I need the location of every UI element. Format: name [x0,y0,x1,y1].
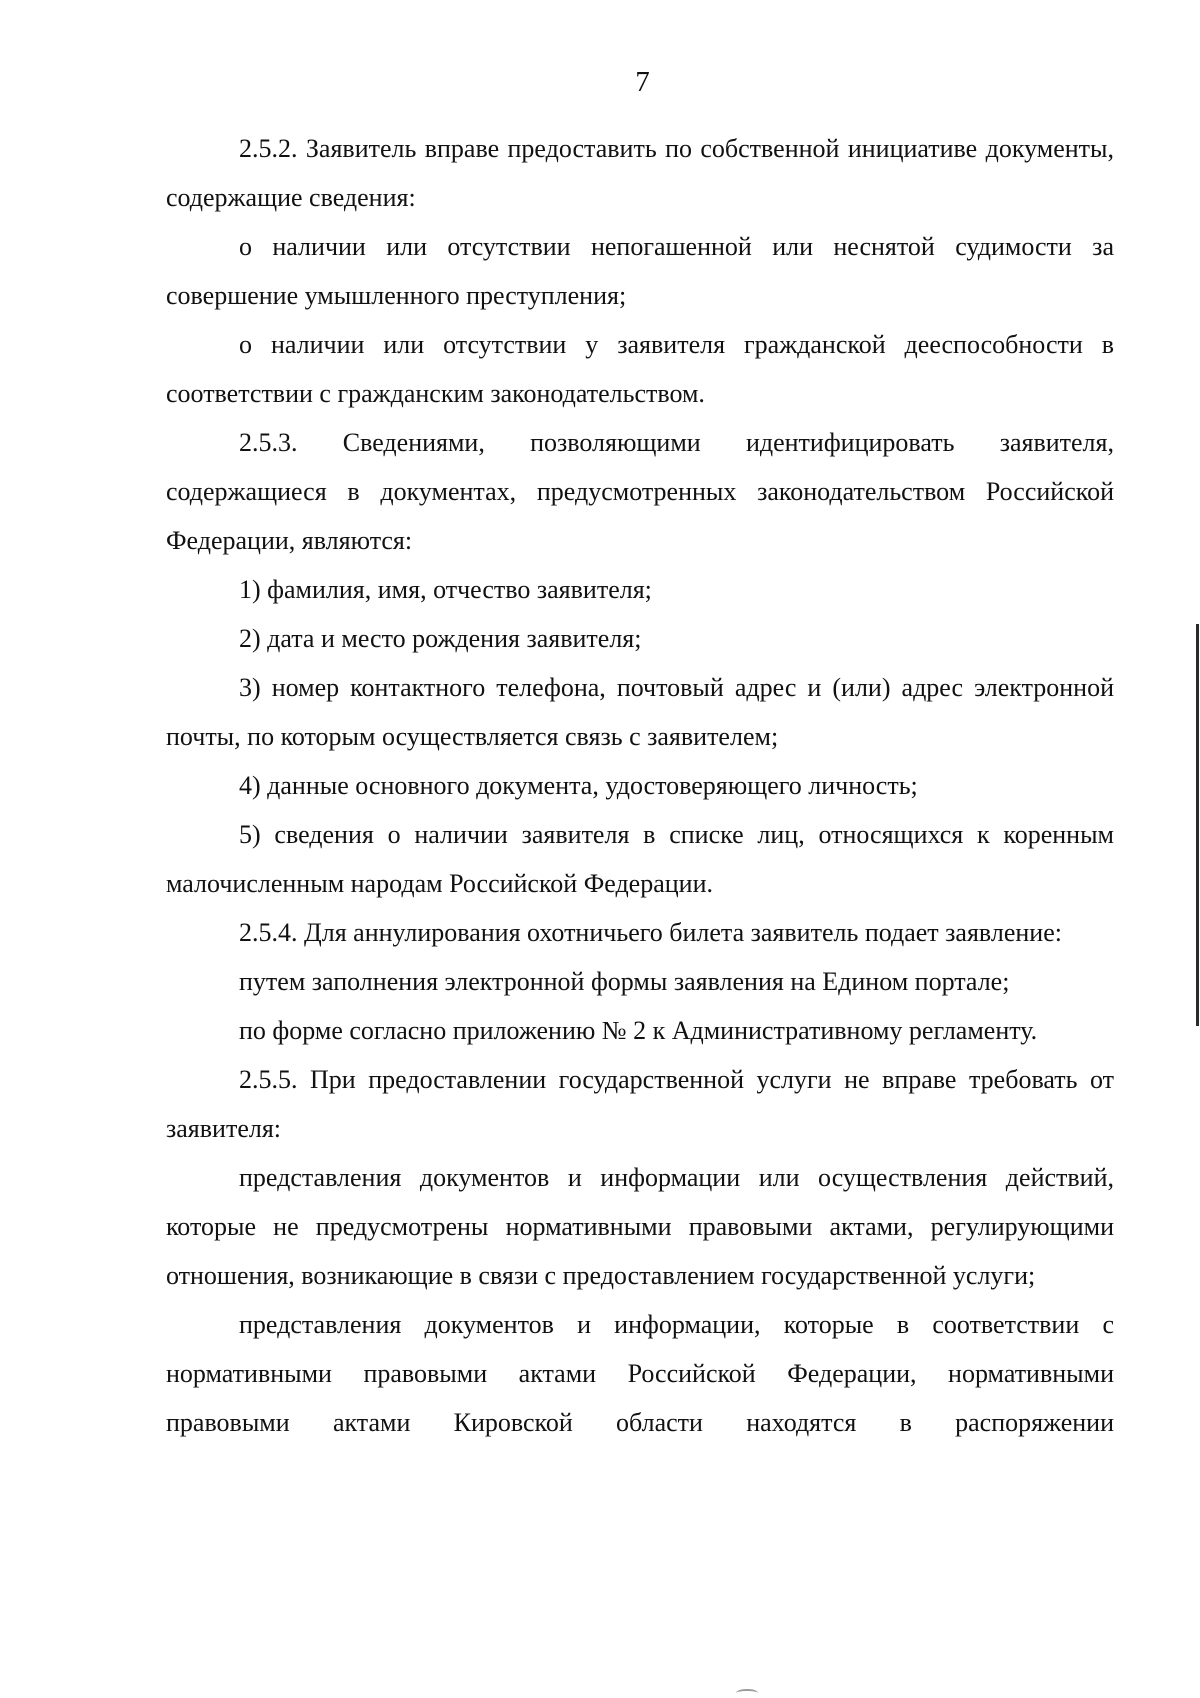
page-number: 7 [635,66,650,98]
paragraph-2-5-4: 2.5.4. Для аннулирования охотничьего билета заявитель подает заявление: [239,918,1062,947]
list-item-3: 3) номер контактного телефона, почтовый адрес и (или) адрес электронной почты, по которым осуществляется связь с заявителем; [166,673,1114,751]
paragraph-2-5-5: 2.5.5. При предоставлении государственной услуги не вправе требовать от заявителя: [166,1065,1114,1143]
paragraph-legal-capacity: о наличии или отсутствии у заявителя гражданской дееспособности в соответствии с гражданским законодательством. [166,330,1114,408]
scan-edge-line [1196,624,1199,1026]
paragraph-2-5-2: 2.5.2. Заявитель вправе предоставить по собственной инициативе документы, содержащие сведения: [166,134,1114,212]
document-body [166,124,1114,1447]
list-item-2: 2) дата и место рождения заявителя; [239,624,642,653]
paragraph-appendix-form: по форме согласно приложению № 2 к Административному регламенту. [239,1016,1038,1045]
list-item-1: 1) фамилия, имя, отчество заявителя; [239,575,652,604]
list-item-4: 4) данные основного документа, удостоверяющего личность; [239,771,918,800]
paragraph-portal-form: путем заполнения электронной формы заявления на Едином портале; [239,967,1010,996]
paragraph-criminal-record: о наличии или отсутствии непогашенной или неснятой судимости за совершение умышленного преступления; [166,232,1114,310]
list-item-5: 5) сведения о наличии заявителя в списке лиц, относящихся к коренным малочисленным народам Российской Федерации. [166,820,1114,898]
scan-artifact [736,1689,758,1697]
paragraph-2-5-3: 2.5.3. Сведениями, позволяющими идентифицировать заявителя, содержащиеся в документах, предусмотренных законодательством Российской Федерации, являются: [166,428,1114,555]
paragraph-documents-information: представления документов и информации, которые в соответствии с нормативными правовыми актами Российской Федерации, нормативными правовыми актами Кировской области находятся в распоряжении [166,1310,1114,1437]
paragraph-documents-actions: представления документов и информации или осуществления действий, которые не предусмотрены нормативными правовыми актами, регулирующими отношения, возникающие в связи с предоставлением государственной услуги; [166,1163,1114,1290]
